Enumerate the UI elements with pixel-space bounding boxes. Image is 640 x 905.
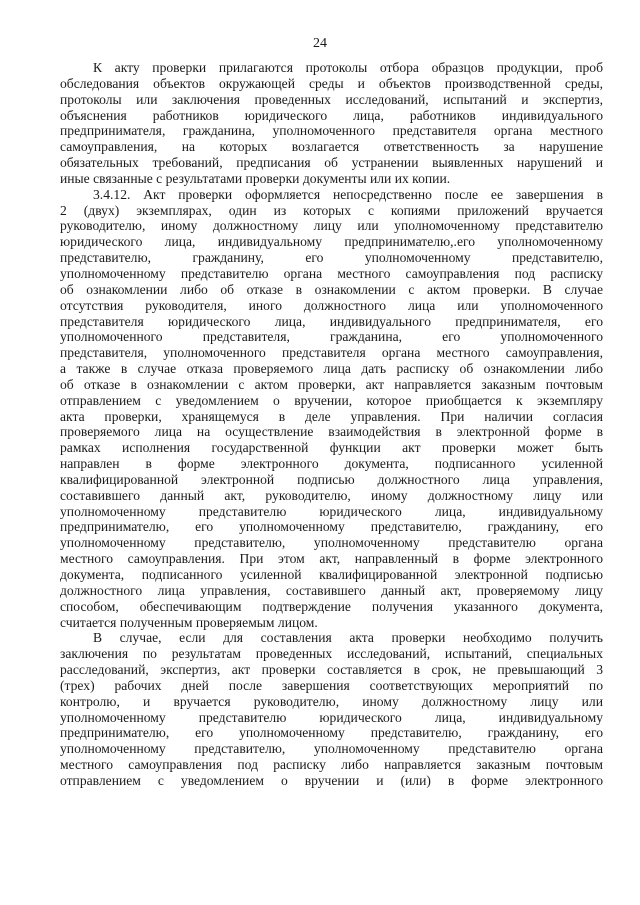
text-line: предпринимателю, его уполномоченному представителю, гражданину, его	[60, 519, 603, 535]
text-line: предпринимателя, гражданина, уполномоченного представителя органа местного	[60, 123, 603, 139]
text-line: заключения по результатам проведенных исследований, испытаний, специальных	[60, 646, 603, 662]
text-line: составившего данный акт, руководителю, иному должностному лицу или	[60, 487, 603, 503]
text-line: иные связанные с результатами проверки документы или их копии.	[60, 170, 451, 186]
text-line: уполномоченному представителю юридического лица, индивидуальному	[60, 709, 603, 725]
text-line: уполномоченному представителю органа местного самоуправления под расписку	[60, 265, 603, 281]
text-line: представителю, гражданину, его уполномоченному представителю,	[60, 250, 603, 266]
text-line: об отказе в ознакомлении с актом проверки, акт направляется заказным почтовым	[60, 376, 603, 392]
text-line: контролю, и вручается руководителю, иному должностному лицу или	[60, 693, 603, 709]
text-line: акта проверки, хранящемуся в деле управления. При наличии согласия	[60, 408, 603, 424]
text-line: местного самоуправления. При этом акт, направленный в форме электронного	[60, 551, 603, 567]
paragraph	[60, 60, 603, 187]
text-line: обязательных требований, предписания об устранении выявленных нарушений и	[60, 155, 603, 171]
text-line: уполномоченному представителю, уполномоченному представителю органа	[60, 741, 603, 757]
text-line: считается полученным проверяемым лицом.	[60, 614, 318, 630]
text-line: 3.4.12. Акт проверки оформляется непосредственно после ее завершения в	[93, 186, 603, 202]
text-line: представителя, уполномоченного представителя органа местного самоуправления,	[60, 345, 603, 361]
paragraph	[60, 187, 603, 631]
text-line: должностного лица управления, составившего данный акт, проверяемому лицу	[60, 582, 603, 598]
text-line: обследования объектов окружающей среды и объектов производственной среды,	[60, 75, 603, 91]
text-line: способом, обеспечивающим подтверждение получения указанного документа,	[60, 598, 603, 614]
text-line: направлен в форме электронного документа, подписанного усиленной	[60, 456, 603, 472]
text-line: К акту проверки прилагаются протоколы отбора образцов продукции, проб	[93, 60, 603, 75]
text-line: юридического лица, индивидуальному предпринимателю,.его уполномоченному	[60, 234, 603, 250]
text-line: руководителю, иному должностному лицу или уполномоченному представителю	[60, 218, 603, 234]
text-line: В случае, если для составления акта проверки необходимо получить	[93, 630, 603, 646]
text-line: отправлением с уведомлением о вручении, которое приобщается к экземпляру	[60, 392, 603, 408]
text-line: представителя юридического лица, индивидуального предпринимателя, его	[60, 313, 603, 329]
text-line: самоуправления, на которых возлагается ответственность за нарушение	[60, 139, 603, 155]
page-number: 24	[313, 36, 327, 51]
text-line: 2 (двух) экземплярах, один из которых с копиями приложений вручается	[60, 202, 603, 218]
text-line: проверяемого лица на осуществление взаимодействия в электронной форме в	[60, 424, 603, 440]
text-line: объяснения работников юридического лица, работников индивидуального	[60, 107, 603, 123]
text-line: а также в случае отказа проверяемого лица дать расписку об ознакомлении либо	[60, 361, 603, 377]
text-line: расследований, экспертиз, акт проверки составляется в срок, не превышающий 3	[60, 662, 603, 678]
document-body	[60, 60, 603, 789]
text-line: протоколы или заключения проведенных исследований, испытаний и экспертиз,	[60, 91, 603, 107]
text-line: отправлением с уведомлением о вручении и (или) в форме электронного	[60, 772, 603, 788]
text-line: местного самоуправления под расписку либо направляется заказным почтовым	[60, 757, 603, 773]
text-line: уполномоченного представителя, гражданина, его уполномоченного	[60, 329, 603, 345]
text-line: об ознакомлении либо об отказе в ознакомлении с актом проверки. В случае	[60, 281, 603, 297]
text-line: уполномоченному представителю юридического лица, индивидуальному	[60, 503, 603, 519]
text-line: отсутствия руководителя, иного должностного лица или уполномоченного	[60, 297, 603, 313]
text-line: уполномоченному представителю, уполномоченному представителю органа	[60, 535, 603, 551]
text-line: предпринимателю, его уполномоченному представителю, гражданину, его	[60, 725, 603, 741]
text-line: рамках исполнения государственной функции акт проверки может быть	[60, 440, 603, 456]
text-line: (трех) рабочих дней после завершения соответствующих мероприятий по	[60, 677, 603, 693]
paragraph	[60, 630, 603, 788]
text-line: документа, подписанного усиленной квалифицированной электронной подписью	[60, 567, 603, 582]
text-line: квалифицированной электронной подписью должностного лица управления,	[60, 471, 603, 487]
